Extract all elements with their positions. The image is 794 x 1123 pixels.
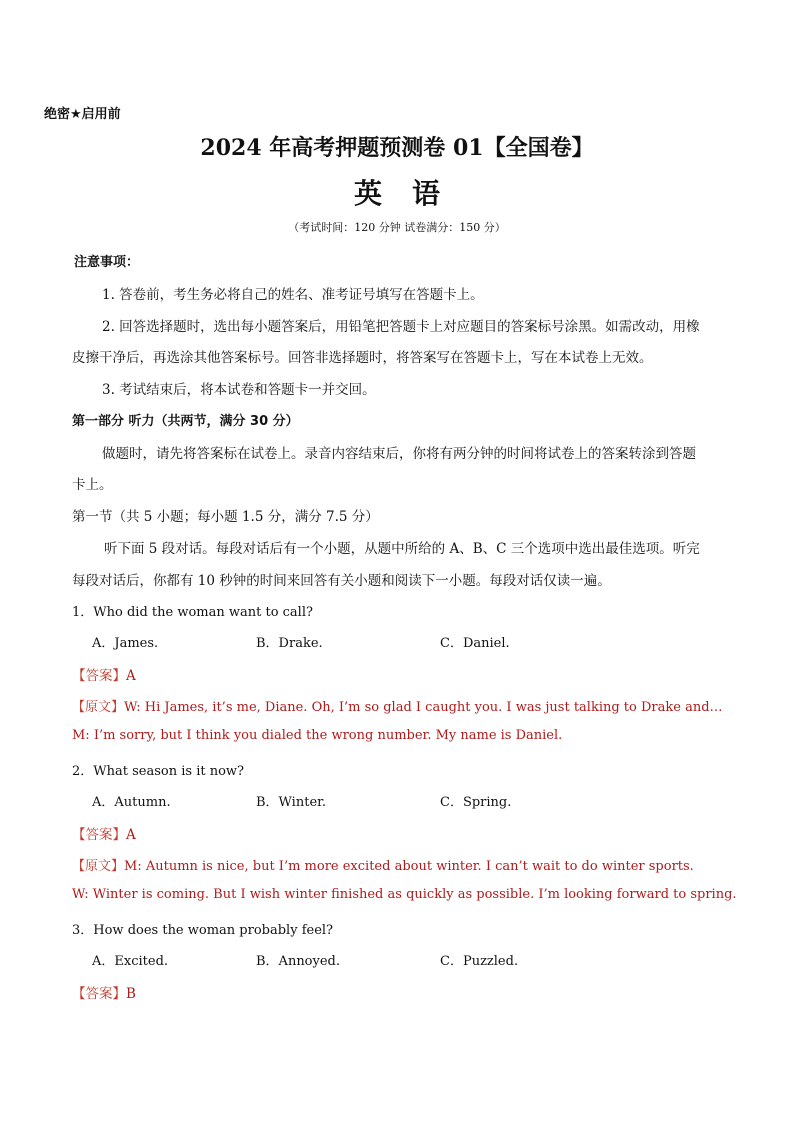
question-1-original — [72, 696, 723, 715]
original-text: W: Hi James, it’s me, Diane. Oh, I’m so glad I caught you. I was just talking to Drake and… — [124, 700, 723, 715]
subject-title: 英语 — [353, 177, 470, 210]
part1-intro: 做题时，请先将答案标在试卷上。录音内容结束后，你将有两分钟的时间将试卷上的答案转涂到答题 — [102, 446, 696, 462]
question-2-option-b: B．Winter. — [256, 795, 327, 810]
section1-intro: 听下面 5 段对话。每段对话后有一个小题，从题中所给的 A、B、C 三个选项中选出最佳选项。听完 — [104, 541, 700, 557]
question-1-option-c: C．Daniel. — [440, 636, 510, 651]
question-2-original — [72, 855, 694, 874]
question-2-option-c: C．Spring. — [440, 795, 512, 810]
original-label: 【原文】 — [72, 859, 125, 874]
original-text: M: Autumn is nice, but I’m more excited about winter. I can’t wait to do winter sports. — [124, 859, 694, 874]
section1-heading: 第一节（共 5 小题；每小题 1.5 分，满分 7.5 分） — [72, 509, 379, 525]
answer-label: 【答案】 — [72, 827, 126, 843]
page-title: 2024 年高考押题预测卷 01【全国卷】 — [200, 135, 594, 161]
question-2-option-a: A．Autumn. — [92, 795, 171, 810]
question-3-stem: 3．How does the woman probably feel? — [72, 923, 334, 938]
part1-intro-cont: 卡上。 — [72, 477, 113, 493]
question-2-original-cont: W: Winter is coming. But I wish winter finished as quickly as possible. I’m looking forward to spring. — [72, 887, 737, 902]
notice-heading: 注意事项： — [74, 255, 140, 270]
question-2-stem: 2．What season is it now? — [72, 764, 245, 779]
answer-value: A — [126, 668, 136, 684]
notice-item-3: 3. 考试结束后，将本试卷和答题卡一并交回。 — [102, 382, 376, 398]
notice-item-1: 1. 答卷前，考生务必将自己的姓名、准考证号填写在答题卡上。 — [102, 287, 484, 303]
question-2-answer — [72, 823, 136, 843]
question-1-stem: 1．Who did the woman want to call? — [72, 605, 313, 620]
answer-label: 【答案】 — [72, 986, 126, 1002]
question-3-option-b: B．Annoyed. — [256, 954, 341, 969]
answer-label: 【答案】 — [72, 668, 126, 684]
question-3-option-c: C．Puzzled. — [440, 954, 519, 969]
answer-value: B — [126, 986, 136, 1002]
question-3-option-a: A．Excited. — [92, 954, 169, 969]
question-1-option-a: A．James. — [92, 636, 159, 651]
notice-item-2-cont: 皮擦干净后，再选涂其他答案标号。回答非选择题时，将答案写在答题卡上，写在本试卷上无效。 — [72, 350, 653, 366]
answer-value: A — [126, 827, 136, 843]
notice-item-2: 2. 回答选择题时，选出每小题答案后，用铅笔把答题卡上对应题目的答案标号涂黑。如需改动，用橡 — [102, 319, 700, 335]
secret-label: 绝密★启用前 — [44, 107, 121, 122]
exam-info: （考试时间：120 分钟 试卷满分：150 分） — [288, 221, 506, 234]
question-1-original-cont: M: I’m sorry, but I think you dialed the wrong number. My name is Daniel. — [72, 728, 563, 743]
section1-intro-cont: 每段对话后，你都有 10 秒钟的时间来回答有关小题和阅读下一小题。每段对话仅读一遍。 — [72, 573, 611, 589]
question-1-option-b: B．Drake. — [256, 636, 323, 651]
question-1-answer — [72, 664, 136, 684]
question-3-answer — [72, 982, 136, 1002]
part1-heading: 第一部分 听力（共两节，满分 30 分） — [72, 414, 299, 429]
original-label: 【原文】 — [72, 700, 125, 715]
